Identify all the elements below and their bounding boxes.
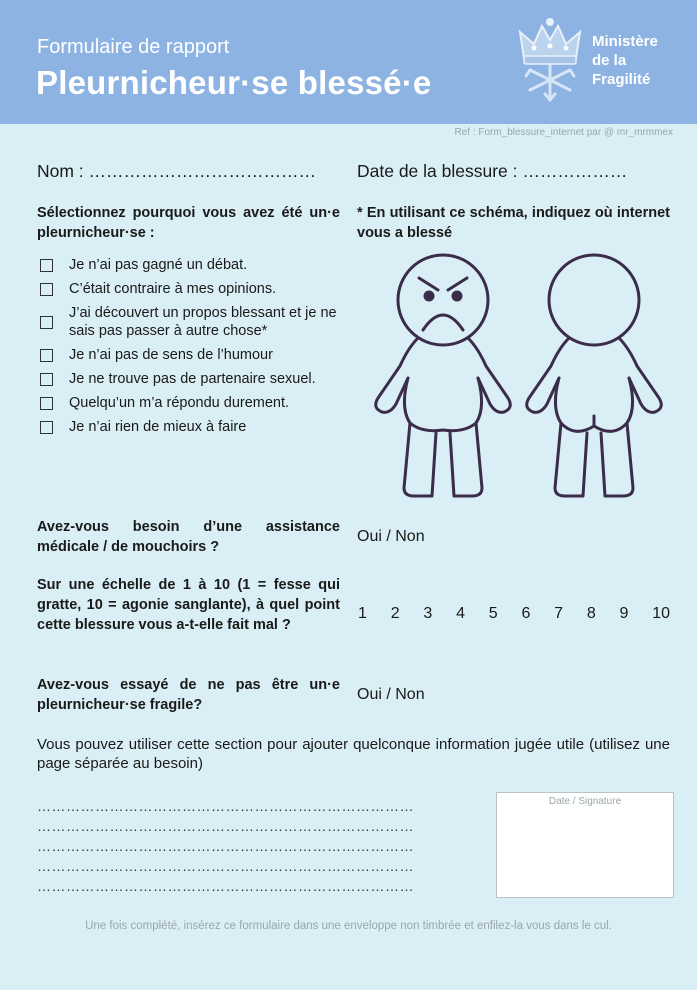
dotted-line: …………………………………………………………………… [37, 858, 414, 874]
checkbox-option[interactable]: Je n’ai rien de mieux à faire [40, 418, 345, 436]
checkbox-option[interactable]: J’ai découvert un propos blessant et je ne sais pas passer à autre chose* [40, 304, 345, 340]
ministry-name: Ministère de la Fragilité [592, 33, 658, 88]
checkbox[interactable] [40, 397, 53, 410]
scale-option[interactable]: 3 [423, 605, 433, 622]
question-schema: * En utilisant ce schéma, indiquez où internet vous a blessé [357, 205, 670, 241]
checkbox-option[interactable]: Je n’ai pas de sens de l’humour [40, 346, 345, 364]
scale-option[interactable]: 6 [521, 605, 531, 622]
pain-scale [358, 605, 670, 623]
body-diagram[interactable] [370, 248, 670, 503]
checkbox-option[interactable]: Quelqu’un m’a répondu durement. [40, 394, 345, 412]
checkbox[interactable] [40, 349, 53, 362]
reference-note: Ref : Form_blessure_internet par @ mr_mrmmex [454, 127, 673, 138]
scale-option[interactable]: 7 [554, 605, 564, 622]
question-why: Sélectionnez pourquoi vous avez été un·e pleurnicheur·se : [37, 205, 340, 241]
checkbox[interactable] [40, 259, 53, 272]
scale-option[interactable]: 10 [652, 605, 670, 622]
checkbox[interactable] [40, 421, 53, 434]
question-fragile: Avez-vous essayé de ne pas être un·e pleurnicheur·se fragile? [37, 677, 340, 713]
question-medical: Avez-vous besoin d’une assistance médicale / de mouchoirs ? [37, 519, 340, 555]
back-figure[interactable] [527, 255, 662, 496]
checkbox-option[interactable]: Je ne trouve pas de partenaire sexuel. [40, 370, 345, 388]
fragile-answer[interactable]: Oui / Non [357, 686, 425, 703]
scale-option[interactable]: 8 [586, 605, 596, 622]
injury-date-field[interactable]: Date de la blessure : ……………… [357, 161, 628, 181]
crown-snowflake-icon [512, 14, 588, 102]
scale-option[interactable]: 1 [358, 605, 367, 622]
dotted-line: …………………………………………………………………… [37, 798, 414, 814]
checkbox[interactable] [40, 373, 53, 386]
form-subtitle: Formulaire de rapport [37, 36, 230, 58]
question-scale: Sur une échelle de 1 à 10 (1 = fesse qui gratte, 10 = agonie sanglante), à quel point cette blessure vous a-t-elle fait mal ? [37, 577, 340, 633]
signature-box[interactable] [496, 792, 674, 898]
signature-label: Date / Signature [548, 796, 622, 807]
footer-note: Une fois complété, insérez ce formulaire dans une enveloppe non timbrée et enfilez-la vous dans le cul. [85, 920, 612, 932]
dotted-line: …………………………………………………………………… [37, 818, 414, 834]
info-instructions: Vous pouvez utiliser cette section pour ajouter quelconque information jugée utile (utilisez une page séparée au besoin) [37, 736, 670, 772]
dotted-line: …………………………………………………………………… [37, 878, 414, 894]
scale-option[interactable]: 4 [456, 605, 465, 622]
reason-checklist [40, 256, 345, 442]
notes-lines[interactable] [37, 796, 477, 896]
name-field[interactable]: Nom : ………………………………… [37, 161, 317, 181]
scale-option[interactable]: 5 [488, 605, 498, 622]
header-banner [0, 0, 697, 124]
checkbox[interactable] [40, 316, 53, 329]
medical-answer[interactable]: Oui / Non [357, 528, 425, 545]
front-figure[interactable] [376, 255, 511, 496]
checkbox-option[interactable]: Je n’ai pas gagné un débat. [40, 256, 345, 274]
scale-option[interactable]: 2 [390, 605, 400, 622]
checkbox-option[interactable]: C’était contraire à mes opinions. [40, 280, 345, 298]
form-title: Pleurnicheur·se blessé·e [36, 64, 432, 101]
scale-option[interactable]: 9 [619, 605, 629, 622]
dotted-line: …………………………………………………………………… [37, 838, 414, 854]
checkbox[interactable] [40, 283, 53, 296]
